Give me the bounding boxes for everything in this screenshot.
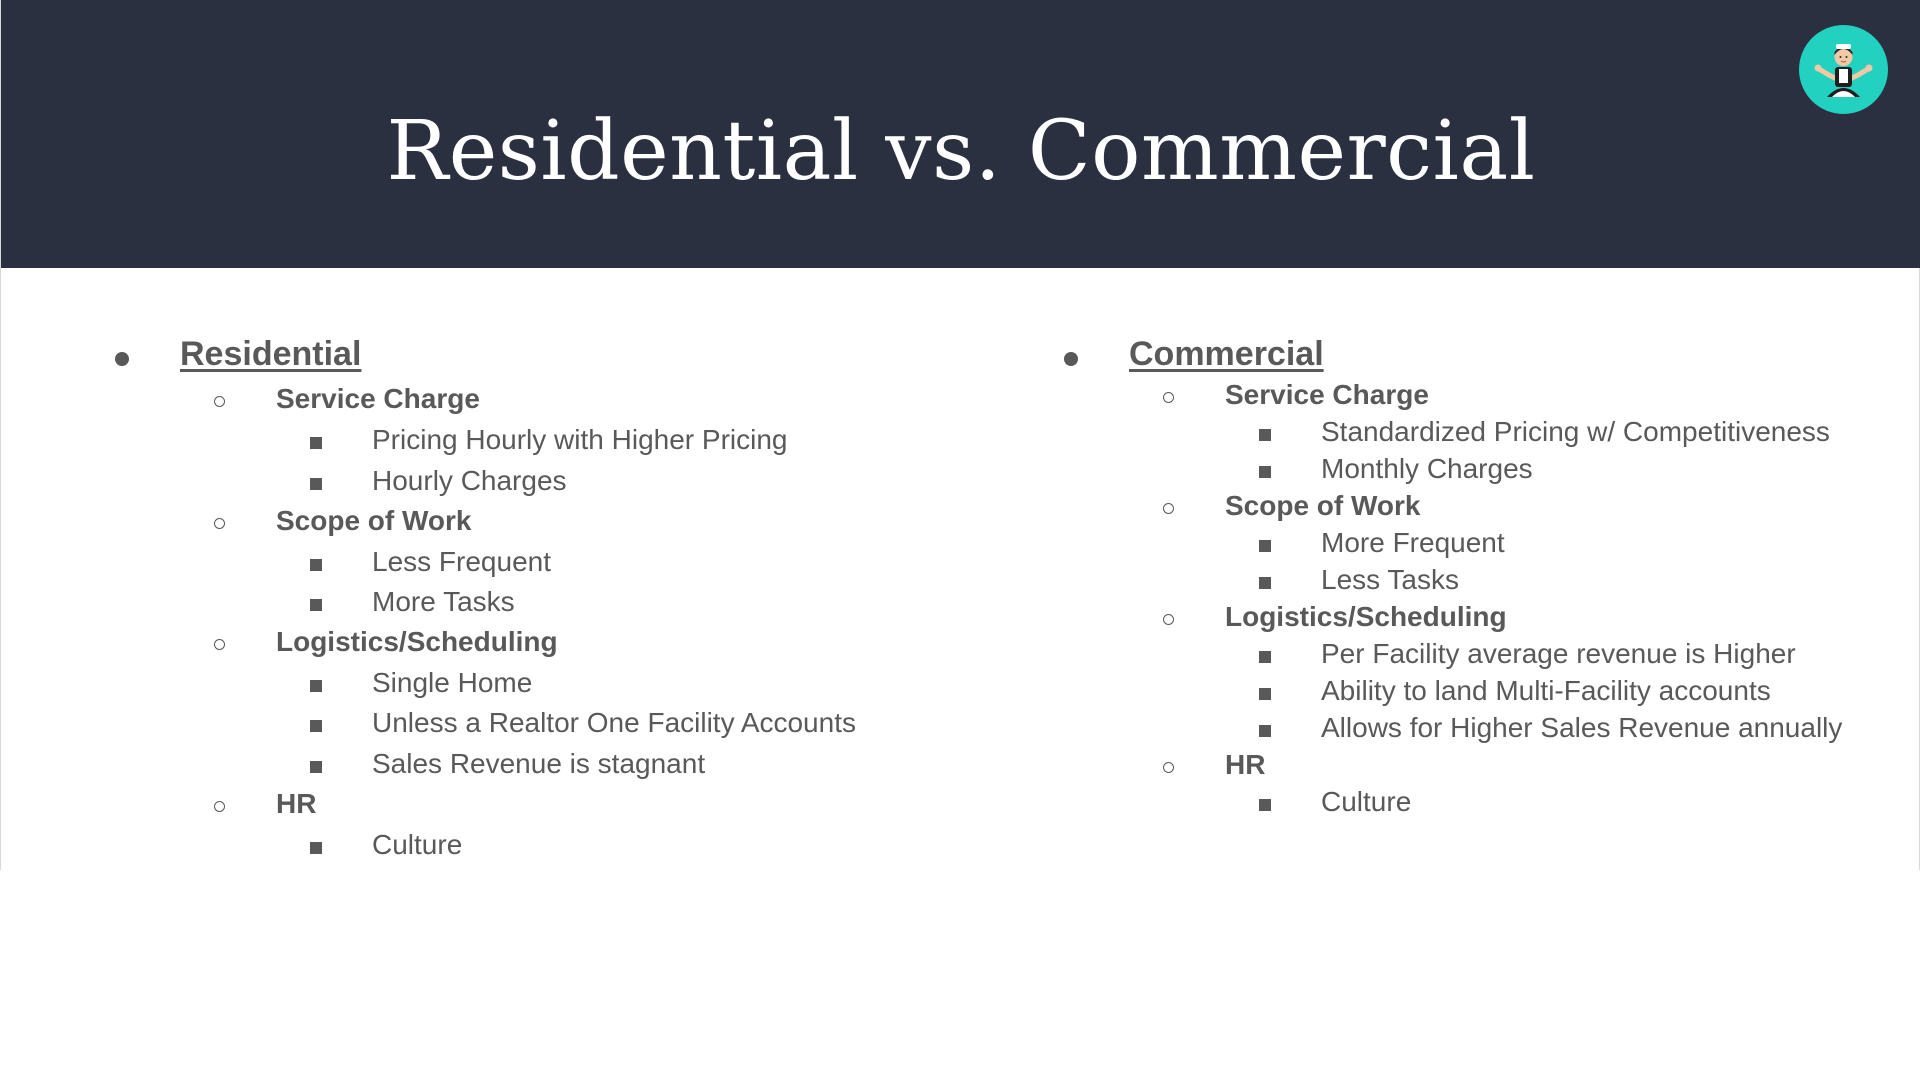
residential-heading: Residential [180,335,362,373]
bullet-square [1259,799,1271,811]
commercial-item: Culture [1321,786,1412,817]
bullet-square [310,761,322,773]
residential-item: Less Frequent [372,546,551,577]
residential-item: Sales Revenue is stagnant [372,748,706,779]
commercial-item: Less Tasks [1321,564,1459,595]
bullet-circle [214,639,225,650]
bullet-square [1259,540,1271,552]
bullet-circle [1163,762,1174,773]
residential-item: Pricing Hourly with Higher Pricing [372,424,788,455]
bullet-square [1259,429,1271,441]
bullet-circle [1163,392,1174,403]
bullet-square [1259,651,1271,663]
bullet-dot [1064,352,1078,366]
bullet-circle [214,396,225,407]
commercial-group-label: Logistics/Scheduling [1225,601,1507,632]
commercial-group-label: Scope of Work [1225,490,1421,521]
slide-header [1,0,1920,268]
bullet-square [1259,725,1271,737]
residential-item: Unless a Realtor One Facility Accounts [372,707,856,738]
commercial-group-label: HR [1225,749,1266,780]
bullet-square [310,720,322,732]
bullet-square [1259,577,1271,589]
residential-group-label: Service Charge [276,383,480,414]
bullet-square [1259,688,1271,700]
bullet-circle [214,801,225,812]
bullet-square [310,680,322,692]
bullet-square [1259,466,1271,478]
bullet-circle [214,518,225,529]
residential-item: Single Home [372,667,533,698]
commercial-item: Standardized Pricing w/ Competitiveness [1321,416,1830,447]
residential-group-label: HR [276,788,317,819]
bullet-square [310,559,322,571]
residential-item: Hourly Charges [372,465,567,496]
maid-logo-icon [1799,25,1888,114]
bullet-dot [115,352,129,366]
bullet-square [310,842,322,854]
bullet-circle [1163,503,1174,514]
commercial-item: Ability to land Multi-Facility accounts [1321,675,1771,706]
residential-item: Culture [372,829,463,860]
bullet-square [310,478,322,490]
residential-group-label: Logistics/Scheduling [276,626,558,657]
slide-title: Residential vs. Commercial [386,104,1536,199]
residential-item: More Tasks [372,586,515,617]
bullet-square [310,437,322,449]
commercial-item: Allows for Higher Sales Revenue annually [1321,712,1843,743]
commercial-item: Monthly Charges [1321,453,1533,484]
bullet-square [310,599,322,611]
commercial-item: Per Facility average revenue is Higher [1321,638,1796,669]
residential-group-label: Scope of Work [276,505,472,536]
commercial-heading: Commercial [1129,335,1324,373]
commercial-item: More Frequent [1321,527,1505,558]
bullet-circle [1163,614,1174,625]
commercial-group-label: Service Charge [1225,379,1429,410]
